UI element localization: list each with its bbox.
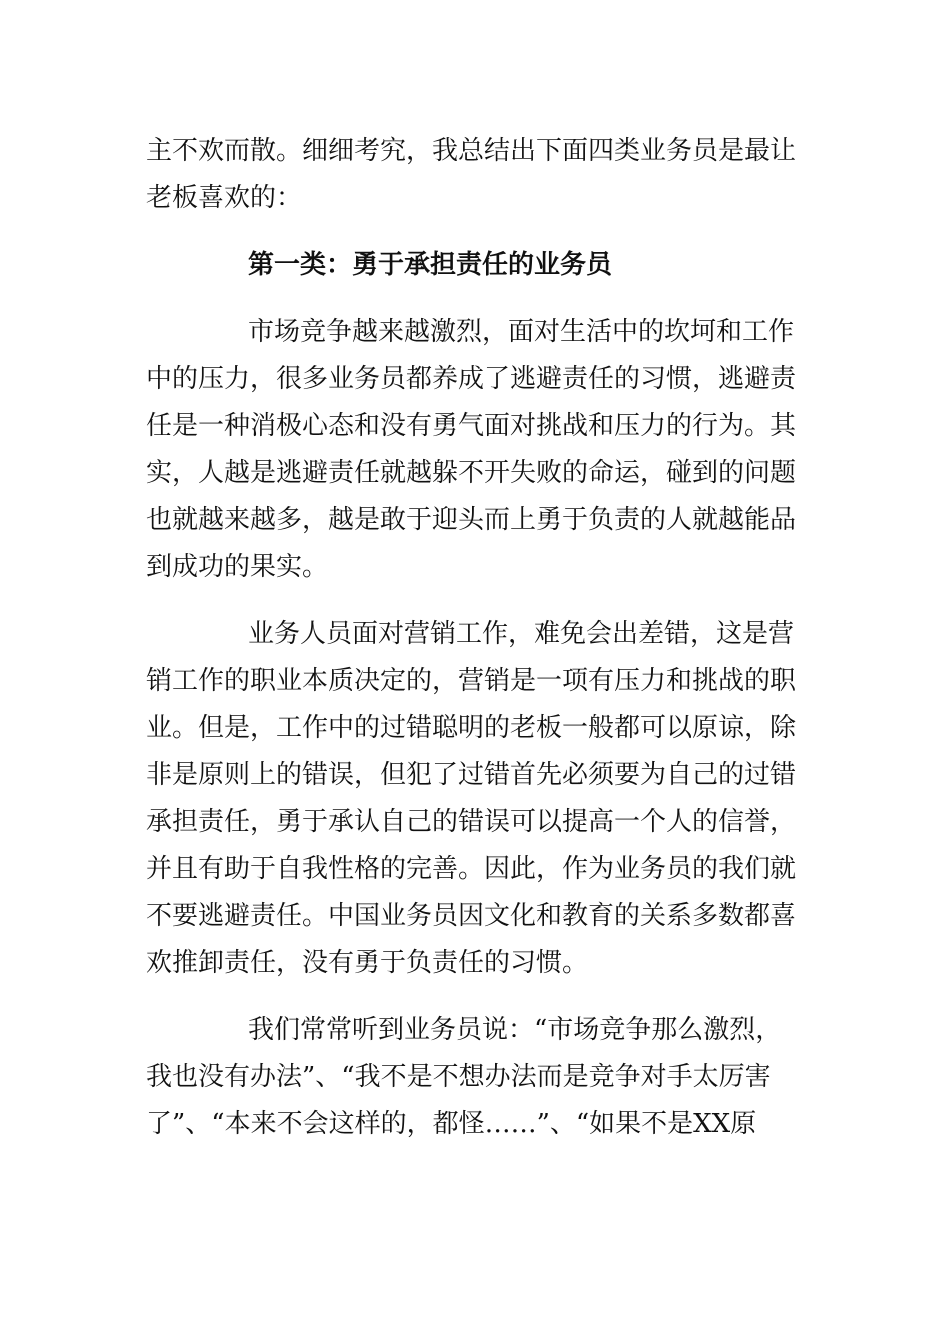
text-line: 了”、“本来不会这样的，都怪……”、“如果不是XX原 (146, 1109, 757, 1139)
paragraph-2 (146, 611, 806, 987)
text-line: 中的压力，很多业务员都养成了逃避责任的习惯，逃避责 (146, 364, 797, 394)
text-line: 业务人员面对营销工作，难免会出差错，这是营 (248, 619, 795, 649)
text-line: 到成功的果实。 (146, 552, 329, 582)
continuation-paragraph (146, 128, 806, 222)
document-body (146, 128, 806, 1148)
text-line: 非是原则上的错误，但犯了过错首先必须要为自己的过错 (146, 760, 797, 790)
text-line: 欢推卸责任，没有勇于负责任的习惯。 (146, 948, 589, 978)
text-line: 也就越来越多，越是敢于迎头而上勇于负责的人就越能品 (146, 505, 797, 535)
text-line: 并且有助于自我性格的完善。因此，作为业务员的我们就 (146, 854, 797, 884)
text-line: 老板喜欢的： (146, 183, 303, 213)
paragraph-3 (146, 1007, 806, 1148)
text-line: 业。但是，工作中的过错聪明的老板一般都可以原谅，除 (146, 713, 797, 743)
text-line: 任是一种消极心态和没有勇气面对挑战和压力的行为。其 (146, 411, 797, 441)
text-line: 销工作的职业本质决定的，营销是一项有压力和挑战的职 (146, 666, 797, 696)
text-line: 主不欢而散。细细考究，我总结出下面四类业务员是最让 (146, 136, 797, 166)
text-line: 我也没有办法”、“我不是不想办法而是竞争对手太厉害 (146, 1062, 771, 1092)
text-line: 承担责任，勇于承认自己的错误可以提高一个人的信誉， (146, 807, 797, 837)
section-heading: 第一类：勇于承担责任的业务员 (248, 250, 613, 280)
text-line: 实，人越是逃避责任就越躲不开失败的命运，碰到的问题 (146, 458, 797, 488)
text-line: 市场竞争越来越激烈，面对生活中的坎坷和工作 (248, 317, 795, 347)
text-line: 不要逃避责任。中国业务员因文化和教育的关系多数都喜 (146, 901, 797, 931)
text-line: 我们常常听到业务员说：“市场竞争那么激烈， (248, 1015, 782, 1045)
paragraph-1 (146, 309, 806, 591)
